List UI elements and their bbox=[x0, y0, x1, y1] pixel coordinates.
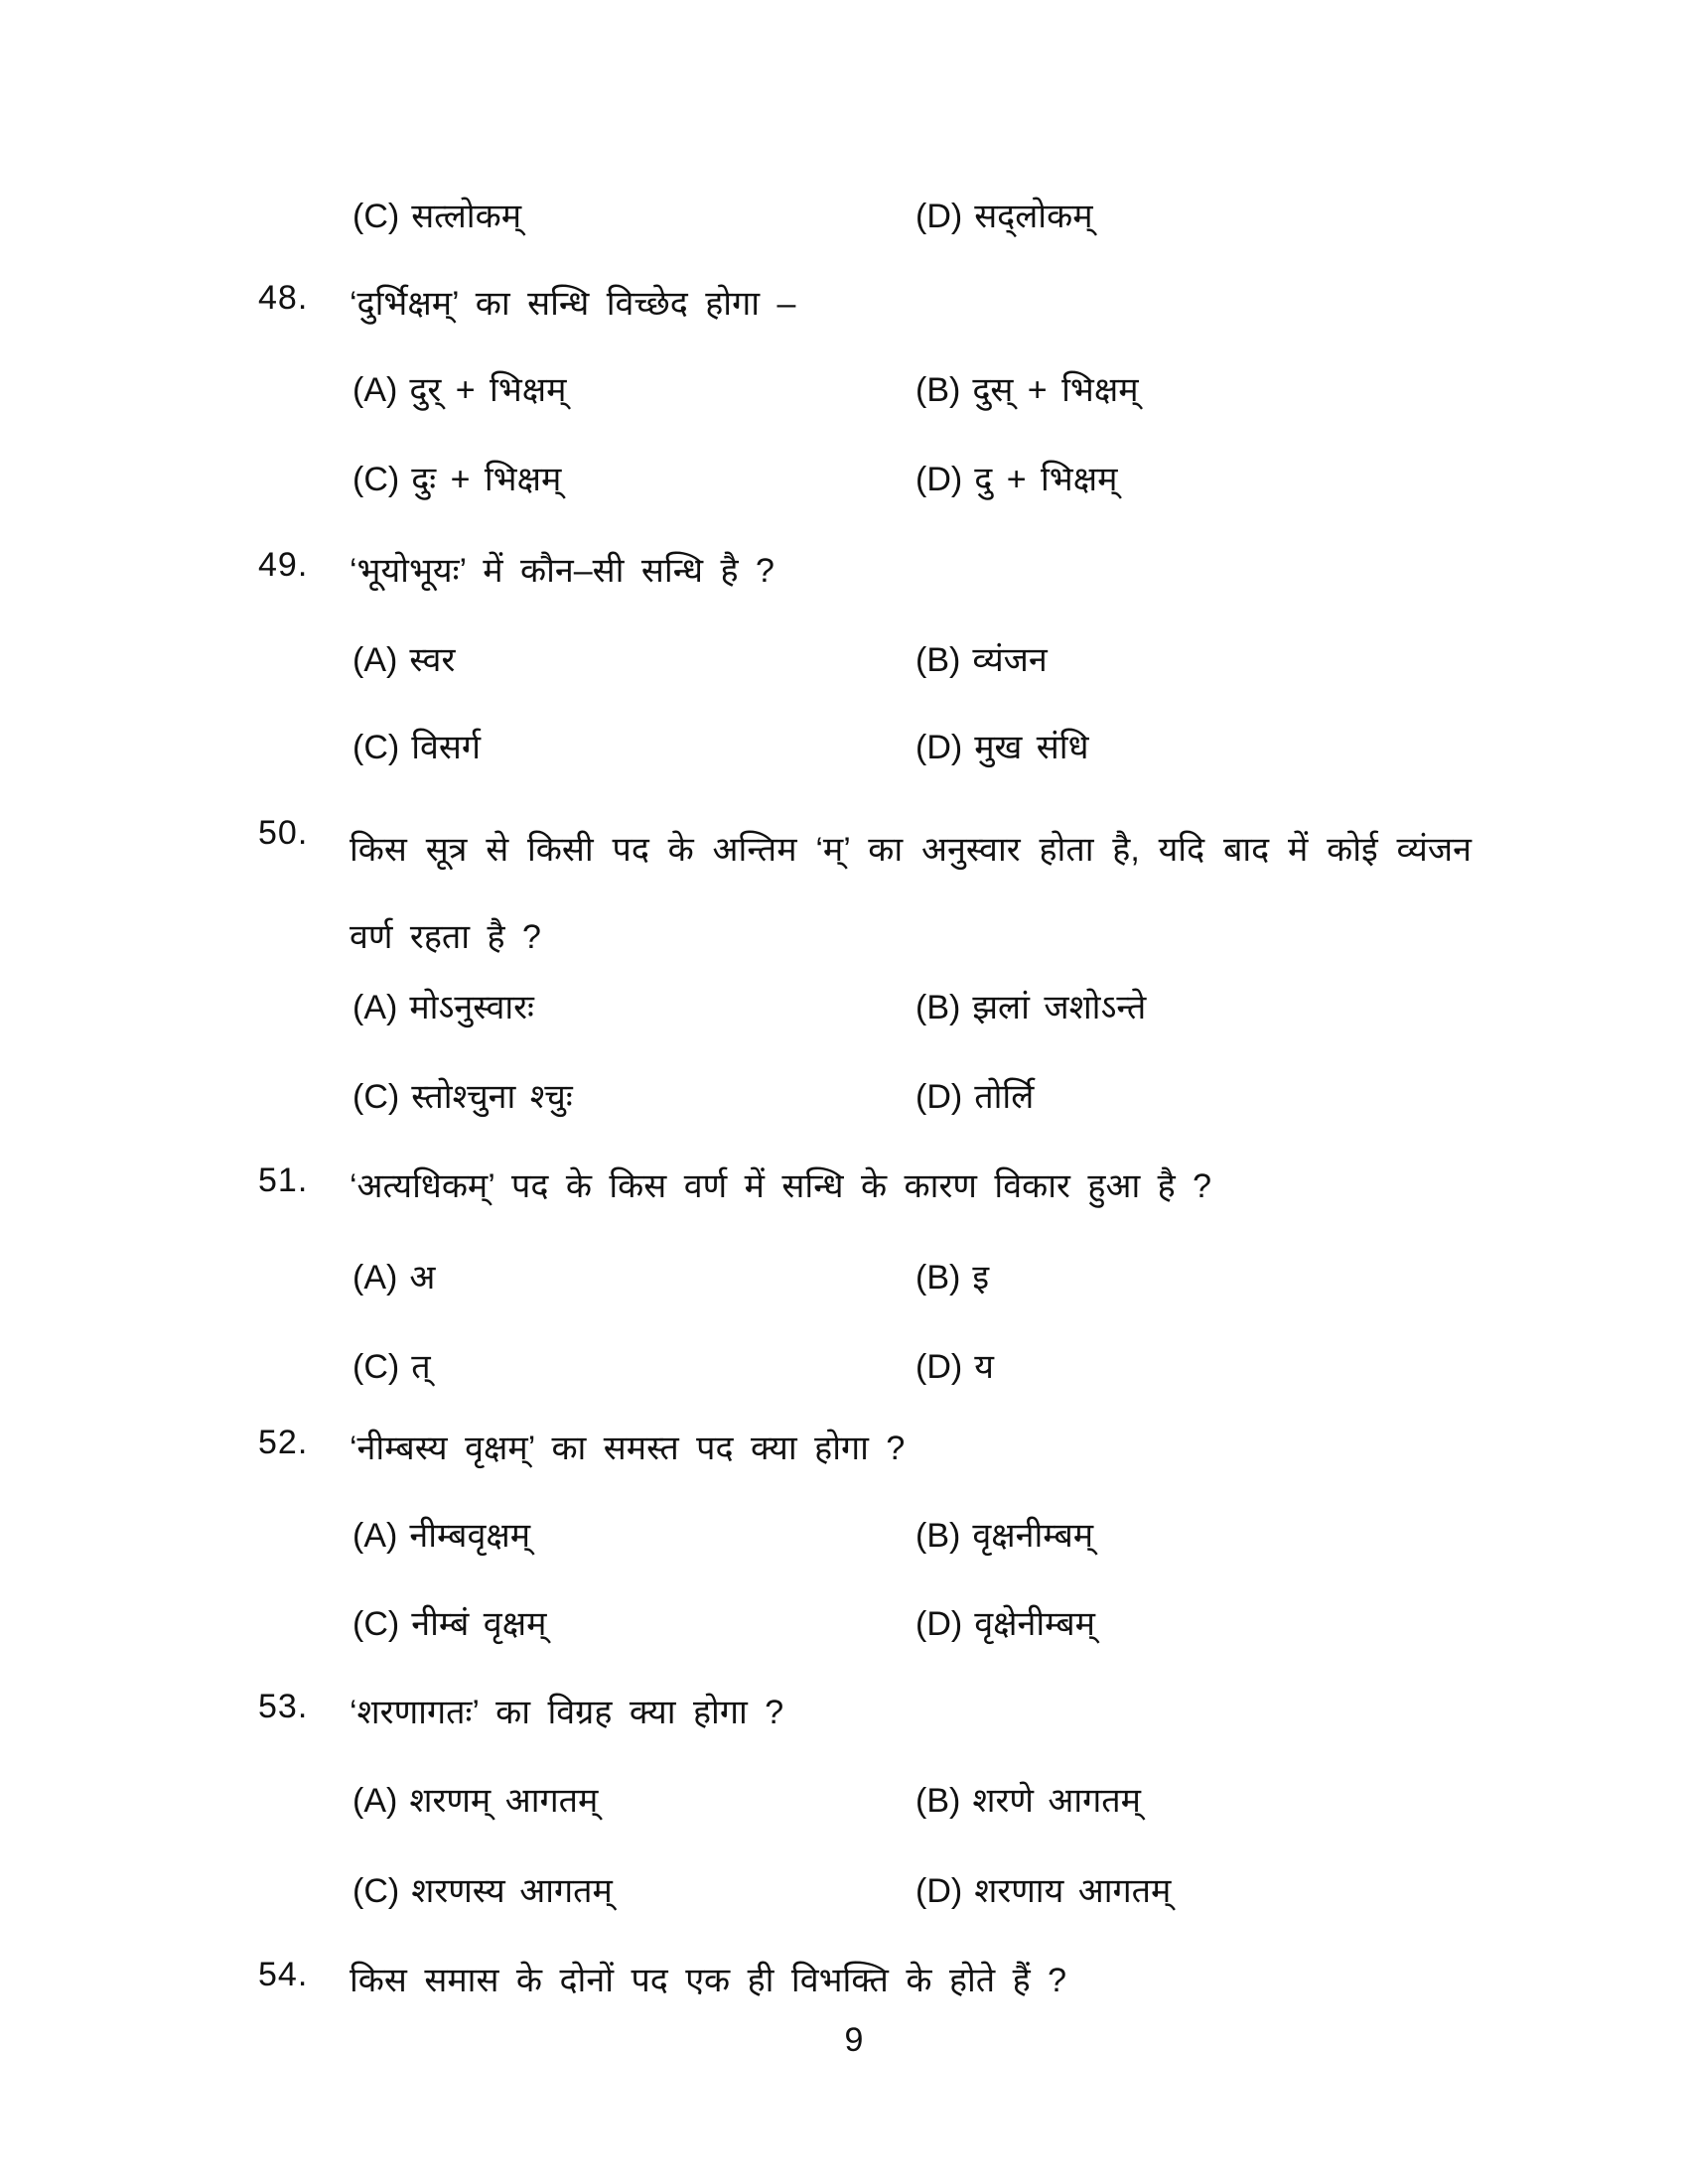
option-d bbox=[915, 1866, 1171, 1912]
option-text: अ bbox=[409, 1259, 436, 1297]
question-number: 49. bbox=[258, 546, 309, 584]
option-c bbox=[352, 1866, 613, 1912]
option-label: (C) bbox=[352, 729, 400, 766]
option-text: सत्लोकम् bbox=[411, 198, 522, 235]
option-text: वृक्षेनीम्बम् bbox=[974, 1605, 1095, 1643]
option-b bbox=[915, 983, 1146, 1028]
question-48-options-cd bbox=[0, 455, 1688, 524]
option-text: वृक्षनीम्बम् bbox=[972, 1517, 1094, 1555]
option-text: मुख संधि bbox=[974, 729, 1089, 766]
page-number: 9 bbox=[844, 2021, 864, 2059]
question-49 bbox=[0, 546, 1688, 615]
option-label: (D) bbox=[915, 461, 963, 498]
question-52-options-ab bbox=[0, 1511, 1688, 1580]
option-text: इ bbox=[972, 1259, 990, 1297]
carryover-option-d bbox=[915, 192, 1093, 237]
question-number: 50. bbox=[258, 814, 309, 852]
question-49-options-ab bbox=[0, 635, 1688, 705]
question-text: ‘अत्यधिकम्’ पद के किस वर्ण में सन्धि के कारण विकार हुआ है ? bbox=[350, 1167, 1212, 1205]
question-text: किस सूत्र से किसी पद के अन्तिम ‘म्’ का अनुस्वार होता है, यदि बाद में कोई व्यंजन वर्ण रहता है ? bbox=[350, 831, 1472, 956]
question-52 bbox=[0, 1424, 1688, 1493]
option-label: (B) bbox=[915, 1517, 961, 1555]
option-label: (A) bbox=[352, 641, 398, 679]
question-text: ‘नीम्बस्य वृक्षम्’ का समस्त पद क्या होगा ? bbox=[350, 1430, 906, 1467]
question-text: ‘दुर्भिक्षम्’ का सन्धि विच्छेद होगा – bbox=[350, 285, 796, 323]
option-text: दुः + भिक्षम् bbox=[411, 461, 562, 498]
option-label: (C) bbox=[352, 1078, 400, 1116]
question-51 bbox=[0, 1161, 1688, 1231]
question-51-options-cd bbox=[0, 1342, 1688, 1412]
option-label: (A) bbox=[352, 989, 398, 1026]
option-b bbox=[915, 1776, 1141, 1822]
option-text: झलां जशोऽन्ते bbox=[972, 989, 1147, 1026]
option-label: (D) bbox=[915, 198, 963, 235]
option-text: स्वर bbox=[409, 641, 456, 679]
option-text: दु + भिक्षम् bbox=[974, 461, 1118, 498]
option-a bbox=[352, 983, 534, 1028]
option-a bbox=[352, 1776, 598, 1822]
question-number: 53. bbox=[258, 1688, 309, 1725]
question-48 bbox=[0, 279, 1688, 348]
question-54 bbox=[0, 1956, 1688, 2025]
option-b bbox=[915, 1511, 1093, 1557]
question-49-options-cd bbox=[0, 723, 1688, 792]
question-number: 51. bbox=[258, 1161, 309, 1199]
option-label: (A) bbox=[352, 1259, 398, 1297]
option-b bbox=[915, 1253, 989, 1298]
option-d bbox=[915, 1342, 994, 1388]
option-label: (D) bbox=[915, 1872, 963, 1910]
option-b bbox=[915, 635, 1048, 681]
option-d bbox=[915, 723, 1089, 768]
option-label: (B) bbox=[915, 641, 961, 679]
option-label: (D) bbox=[915, 1078, 963, 1116]
question-53-options-ab bbox=[0, 1776, 1688, 1845]
option-text: स्तोश्चुना श्चुः bbox=[411, 1078, 573, 1116]
option-label: (B) bbox=[915, 989, 961, 1026]
carryover-option-c bbox=[352, 192, 521, 237]
option-text: त् bbox=[411, 1348, 431, 1386]
option-label: (C) bbox=[352, 198, 400, 235]
option-d bbox=[915, 455, 1117, 500]
question-52-options-cd bbox=[0, 1599, 1688, 1669]
question-53 bbox=[0, 1688, 1688, 1757]
question-53-options-cd bbox=[0, 1866, 1688, 1936]
option-a bbox=[352, 1511, 530, 1557]
option-label: (D) bbox=[915, 1348, 963, 1386]
option-label: (C) bbox=[352, 461, 400, 498]
option-text: य bbox=[974, 1348, 994, 1386]
option-d bbox=[915, 1072, 1034, 1118]
option-b bbox=[915, 365, 1139, 411]
question-number: 48. bbox=[258, 279, 309, 317]
option-text: विसर्ग bbox=[411, 729, 482, 766]
option-text: शरणाय आगतम् bbox=[974, 1872, 1172, 1910]
option-label: (B) bbox=[915, 1782, 961, 1820]
option-a bbox=[352, 635, 455, 681]
option-label: (A) bbox=[352, 1517, 398, 1555]
option-text: दुस् + भिक्षम् bbox=[972, 371, 1139, 409]
option-text: शरणे आगतम् bbox=[972, 1782, 1141, 1820]
option-c bbox=[352, 1599, 546, 1645]
option-text: नीम्बवृक्षम् bbox=[409, 1517, 531, 1555]
option-c bbox=[352, 455, 561, 500]
option-text: शरणम् आगतम् bbox=[409, 1782, 599, 1820]
question-text: किस समास के दोनों पद एक ही विभक्ति के होते हैं ? bbox=[350, 1962, 1067, 1999]
option-label: (B) bbox=[915, 1259, 961, 1297]
question-50 bbox=[0, 806, 1688, 985]
option-d bbox=[915, 1599, 1095, 1645]
question-number: 52. bbox=[258, 1424, 309, 1461]
option-text: नीम्बं वृक्षम् bbox=[411, 1605, 547, 1643]
option-text: व्यंजन bbox=[972, 641, 1048, 679]
option-label: (B) bbox=[915, 371, 961, 409]
option-label: (C) bbox=[352, 1348, 400, 1386]
option-label: (D) bbox=[915, 1605, 963, 1643]
option-text: तोर्लि bbox=[974, 1078, 1035, 1116]
question-48-options-ab bbox=[0, 365, 1688, 435]
option-c bbox=[352, 723, 481, 768]
question-50-options-ab bbox=[0, 983, 1688, 1052]
option-c bbox=[352, 1342, 431, 1388]
question-number: 54. bbox=[258, 1956, 309, 1993]
option-label: (D) bbox=[915, 729, 963, 766]
option-text: दुर् + भिक्षम् bbox=[409, 371, 567, 409]
option-a bbox=[352, 365, 566, 411]
option-text: शरणस्य आगतम् bbox=[411, 1872, 613, 1910]
question-50-options-cd bbox=[0, 1072, 1688, 1142]
question-51-options-ab bbox=[0, 1253, 1688, 1322]
option-text: मोऽनुस्वारः bbox=[409, 989, 534, 1026]
option-label: (A) bbox=[352, 1782, 398, 1820]
option-text: सद्लोकम् bbox=[974, 198, 1093, 235]
option-label: (A) bbox=[352, 371, 398, 409]
question-text: ‘भूयोभूयः’ में कौन–सी सन्धि है ? bbox=[350, 552, 774, 590]
option-label: (C) bbox=[352, 1605, 400, 1643]
carryover-options-row bbox=[0, 192, 1688, 261]
question-text: ‘शरणागतः’ का विग्रह क्या होगा ? bbox=[350, 1694, 784, 1731]
option-c bbox=[352, 1072, 573, 1118]
option-a bbox=[352, 1253, 435, 1298]
option-label: (C) bbox=[352, 1872, 400, 1910]
